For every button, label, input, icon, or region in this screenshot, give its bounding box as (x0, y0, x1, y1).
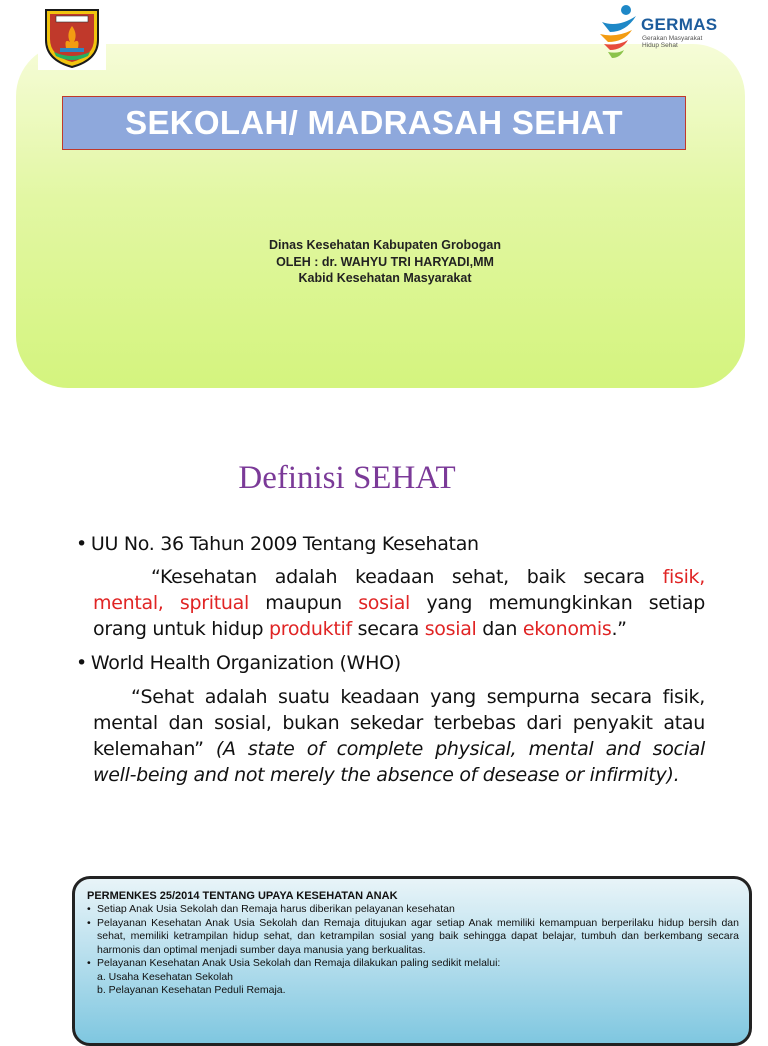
author-block (170, 237, 600, 287)
slide-definition (0, 420, 768, 860)
germas-tagline-line: Hidup Sehat (642, 42, 678, 49)
germas-tagline-line: Gerakan Masyarakat (642, 35, 703, 42)
para2-line1: “Sehat adalah suatu keadaan yang sempurna secara fisik, (131, 686, 705, 708)
permenkes-sub-item: a. Usaha Kesehatan Sekolah (97, 970, 234, 983)
author-line-presenter: OLEH : dr. WAHYU TRI HARYADI,MM (276, 254, 494, 269)
author-line-agency: Dinas Kesehatan Kabupaten Grobogan (269, 238, 501, 252)
permenkes-title: PERMENKES 25/2014 TENTANG UPAYA KESEHATAN ANAK (87, 890, 398, 902)
grobogan-regency-emblem-icon (38, 4, 106, 70)
bullet-text: UU No. 36 Tahun 2009 Tentang Kesehatan (90, 533, 479, 555)
germas-wordmark: GERMAS (641, 15, 718, 34)
bullet-uu-36 (76, 533, 479, 555)
author-line-position: Kabid Kesehatan Masyarakat (298, 271, 472, 285)
bullet-dot-icon: • (76, 652, 87, 674)
cover-title: SEKOLAH/ MADRASAH SEHAT (125, 104, 623, 141)
germas-logo (596, 2, 736, 62)
permenkes-item: • Pelayanan Kesehatan Anak Usia Sekolah dan Remaja ditujukan agar setiap Anak memiliki kemampuan berperilaku hidup bersih dan sehat, memiliki ketrampilan hidup sehat, dan ketrampilan sosial yang baik sehingga dapat belajar, tumbuh dan berkembang secara harmonis dan optimal menjadi sumber daya manusia yang berkualitas. (87, 916, 739, 956)
para2-line2: mental dan sosial, bukan sekedar terbebas dari penyakit atau (93, 712, 705, 734)
cover-title-box (62, 96, 686, 150)
germas-figure-icon (596, 2, 640, 60)
slide-cover (0, 0, 768, 400)
permenkes-item: • Setiap Anak Usia Sekolah dan Remaja harus diberikan pelayanan kesehatan (87, 903, 455, 915)
germas-tagline (642, 35, 702, 49)
definition-title: Definisi SEHAT (238, 460, 456, 496)
permenkes-item: • Pelayanan Kesehatan Anak Usia Sekolah dan Remaja dilakukan paling sedikit melalui: (87, 957, 501, 969)
uu-definition-paragraph (93, 564, 705, 642)
who-definition-paragraph (93, 684, 705, 788)
bullet-dot-icon: • (76, 533, 87, 555)
permenkes-sub-item: b. Pelayanan Kesehatan Peduli Remaja. (97, 984, 286, 996)
para1-line2: mental, spritual maupun sosial yang memungkinkan setiap (93, 592, 705, 614)
para1-line1: “Kesehatan adalah keadaan sehat, baik secara fisik, (151, 566, 705, 588)
para1-line3: orang untuk hidup produktif secara sosial dan ekonomis.” (93, 618, 627, 640)
para2-line3: kelemahan” (A state of complete physical, mental and social (93, 738, 705, 760)
para2-line4: well-being and not merely the absence of desease or infirmity). (93, 764, 680, 786)
permenkes-info-box (72, 876, 752, 1046)
bullet-text: World Health Organization (WHO) (90, 652, 401, 674)
bullet-who (76, 652, 401, 674)
